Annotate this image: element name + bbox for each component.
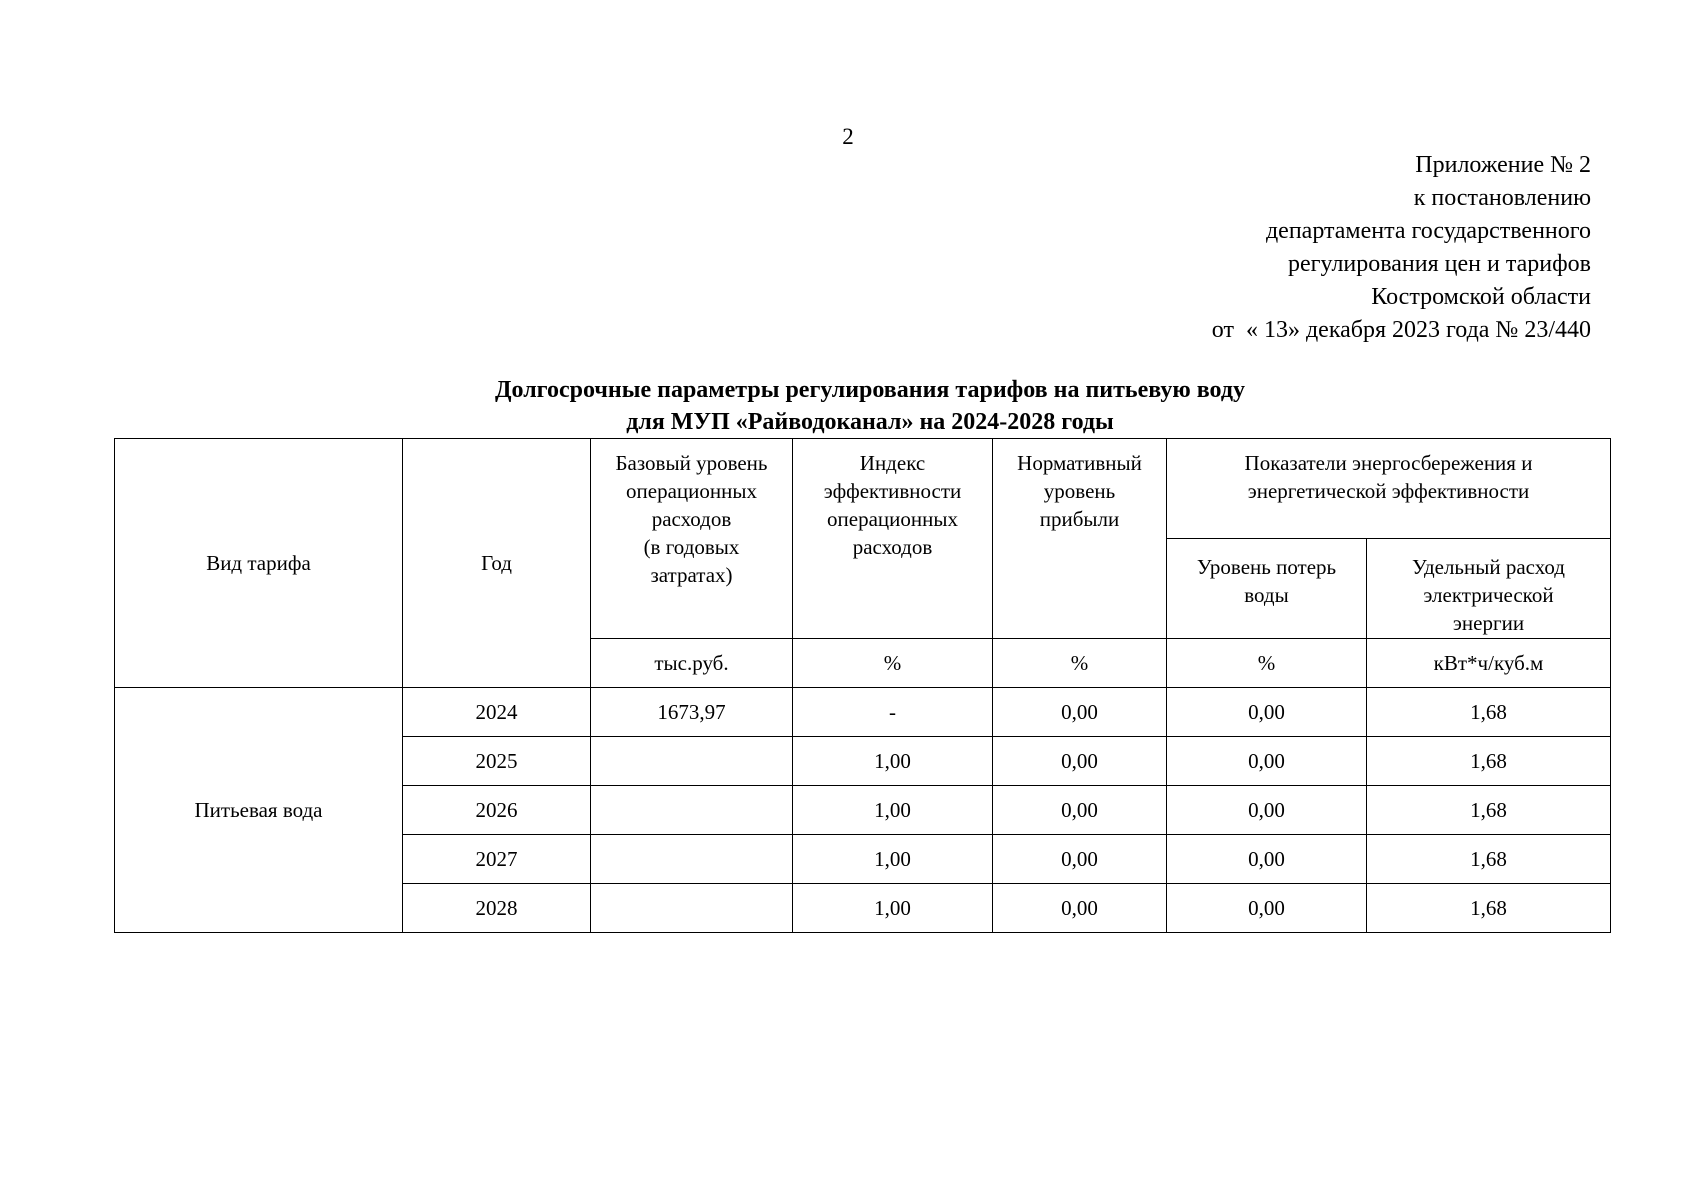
appendix-line: департамента государственного xyxy=(1265,218,1591,244)
year-cell: 2025 xyxy=(403,737,591,786)
title-line-2: для МУП «Райводоканал» на 2024-2028 годы xyxy=(626,409,1114,435)
unit-profit: % xyxy=(993,639,1167,688)
index-cell: - xyxy=(793,688,993,737)
header-year: Год xyxy=(403,439,591,688)
header-water-loss: Уровень потерь воды xyxy=(1167,539,1367,639)
unit-index: % xyxy=(793,639,993,688)
profit-cell: 0,00 xyxy=(993,884,1167,933)
loss-cell: 0,00 xyxy=(1167,688,1367,737)
year-cell: 2028 xyxy=(403,884,591,933)
loss-cell: 0,00 xyxy=(1167,786,1367,835)
index-cell: 1,00 xyxy=(793,737,993,786)
header-profit-level: Нормативный уровень прибыли xyxy=(993,439,1167,639)
energy-cell: 1,68 xyxy=(1367,786,1611,835)
energy-cell: 1,68 xyxy=(1367,737,1611,786)
base-cell xyxy=(591,737,793,786)
base-cell xyxy=(591,884,793,933)
unit-base: тыс.руб. xyxy=(591,639,793,688)
appendix-header xyxy=(1212,149,1591,347)
energy-cell: 1,68 xyxy=(1367,688,1611,737)
loss-cell: 0,00 xyxy=(1167,737,1367,786)
header-efficiency-index: Индекс эффективности операционных расходов xyxy=(793,439,993,639)
tariff-parameters-table xyxy=(114,438,1611,933)
header-energy-group: Показатели энергосбережения и энергетической эффективности xyxy=(1167,439,1611,539)
profit-cell: 0,00 xyxy=(993,835,1167,884)
index-cell: 1,00 xyxy=(793,884,993,933)
year-cell: 2027 xyxy=(403,835,591,884)
appendix-line: Приложение № 2 xyxy=(1415,152,1591,178)
header-electricity: Удельный расход электрической энергии xyxy=(1367,539,1611,639)
loss-cell: 0,00 xyxy=(1167,835,1367,884)
energy-cell: 1,68 xyxy=(1367,835,1611,884)
profit-cell: 0,00 xyxy=(993,786,1167,835)
profit-cell: 0,00 xyxy=(993,688,1167,737)
energy-cell: 1,68 xyxy=(1367,884,1611,933)
header-base-level: Базовый уровень операционных расходов (в годовых затратах) xyxy=(591,439,793,639)
profit-cell: 0,00 xyxy=(993,737,1167,786)
document-title xyxy=(370,374,1370,438)
loss-cell: 0,00 xyxy=(1167,884,1367,933)
appendix-line: к постановлению xyxy=(1413,185,1591,211)
unit-loss: % xyxy=(1167,639,1367,688)
appendix-line: регулирования цен и тарифов xyxy=(1288,251,1591,277)
base-cell xyxy=(591,835,793,884)
tariff-name-cell: Питьевая вода xyxy=(115,688,403,933)
base-cell: 1673,97 xyxy=(591,688,793,737)
appendix-line: от « 13» декабря 2023 года № 23/440 xyxy=(1211,317,1591,343)
index-cell: 1,00 xyxy=(793,835,993,884)
unit-energy: кВт*ч/куб.м xyxy=(1367,639,1611,688)
header-tariff-type: Вид тарифа xyxy=(115,439,403,688)
page-number: 2 xyxy=(842,124,854,149)
year-cell: 2024 xyxy=(403,688,591,737)
base-cell xyxy=(591,786,793,835)
title-line-1: Долгосрочные параметры регулирования тарифов на питьевую воду xyxy=(495,377,1245,403)
table-row xyxy=(115,688,1611,737)
year-cell: 2026 xyxy=(403,786,591,835)
appendix-line: Костромской области xyxy=(1371,284,1591,310)
index-cell: 1,00 xyxy=(793,786,993,835)
